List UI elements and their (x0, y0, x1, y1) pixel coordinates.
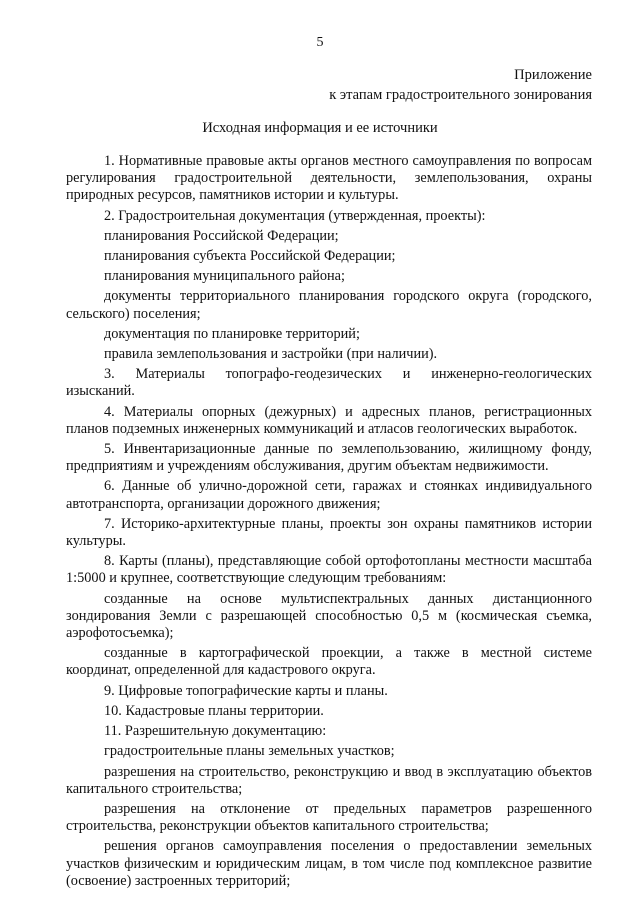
paragraph: 7. Историко-архитектурные планы, проекты зон охраны памятников истории культуры. (66, 515, 592, 550)
document-title: Исходная информация и ее источники (202, 120, 438, 136)
paragraph: градостроительные планы земельных участков; (104, 743, 395, 760)
paragraph: 11. Разрешительную документацию: (104, 723, 327, 740)
paragraph: 8. Карты (планы), представляющие собой ортофотопланы местности масштаба 1:5000 и крупнее, соответствующие следующим требованиям: (66, 553, 592, 587)
paragraph: 6. Данные об улично-дорожной сети, гаражах и стоянках индивидуального автотранспорта, организации дорожного движения; (66, 478, 592, 512)
paragraph: планирования Российской Федерации; (104, 227, 339, 244)
paragraph: документы территориального планирования городского округа (городского, сельского) поселения; (66, 288, 592, 322)
paragraph: разрешения на строительство, реконструкцию и ввод в эксплуатацию объектов капитального строительства; (66, 763, 592, 797)
paragraph: 3. Материалы топографо-геодезических и инженерно-геологических изысканий. (66, 366, 592, 400)
appendix-header (329, 65, 592, 105)
paragraph: созданные на основе мультиспектральных данных дистанционного зондирования Земли с разрешающей способностью 0,5 м (космическая съемка, аэрофотосъемка); (66, 590, 592, 642)
paragraph: 1. Нормативные правовые акты органов местного самоуправления по вопросам регулирования градостроительной деятельности, землепользования, охраны природных ресурсов, памятников истории и культуры. (66, 153, 592, 204)
paragraph: 5. Инвентаризационные данные по землепользованию, жилищному фонду, предприятиям и учреждениям обслуживания, другим объектам недвижимости. (66, 441, 592, 475)
paragraph: планирования муниципального района; (104, 268, 345, 285)
document-body (66, 153, 592, 890)
paragraph: документация по планировке территорий; (104, 325, 360, 342)
paragraph: 4. Материалы опорных (дежурных) и адресных планов, регистрационных планов подземных инженерных коммуникаций и атласов геологических выработок. (66, 403, 592, 437)
appendix-label: Приложение (514, 67, 592, 83)
paragraph: 10. Кадастровые планы территории. (104, 702, 324, 719)
paragraph: правила землепользования и застройки (при наличии). (104, 346, 438, 363)
page-number: 5 (316, 35, 324, 50)
paragraph: 9. Цифровые топографические карты и планы. (104, 682, 388, 699)
paragraph: 2. Градостроительная документация (утвержденная, проекты): (104, 207, 486, 224)
paragraph: решения органов самоуправления поселения о предоставлении земельных участков физическим и юридическим лицам, в том числе под комплексное развитие (освоение) застроенных территорий; (66, 838, 592, 889)
appendix-subtitle: к этапам градостроительного зонирования (329, 87, 592, 103)
paragraph: разрешения на отклонение от предельных параметров разрешенного строительства, реконструкции объектов капитального строительства; (66, 800, 592, 835)
paragraph: планирования субъекта Российской Федерации; (104, 248, 396, 265)
paragraph: созданные в картографической проекции, а также в местной системе координат, определенной для кадастрового округа. (66, 645, 592, 679)
